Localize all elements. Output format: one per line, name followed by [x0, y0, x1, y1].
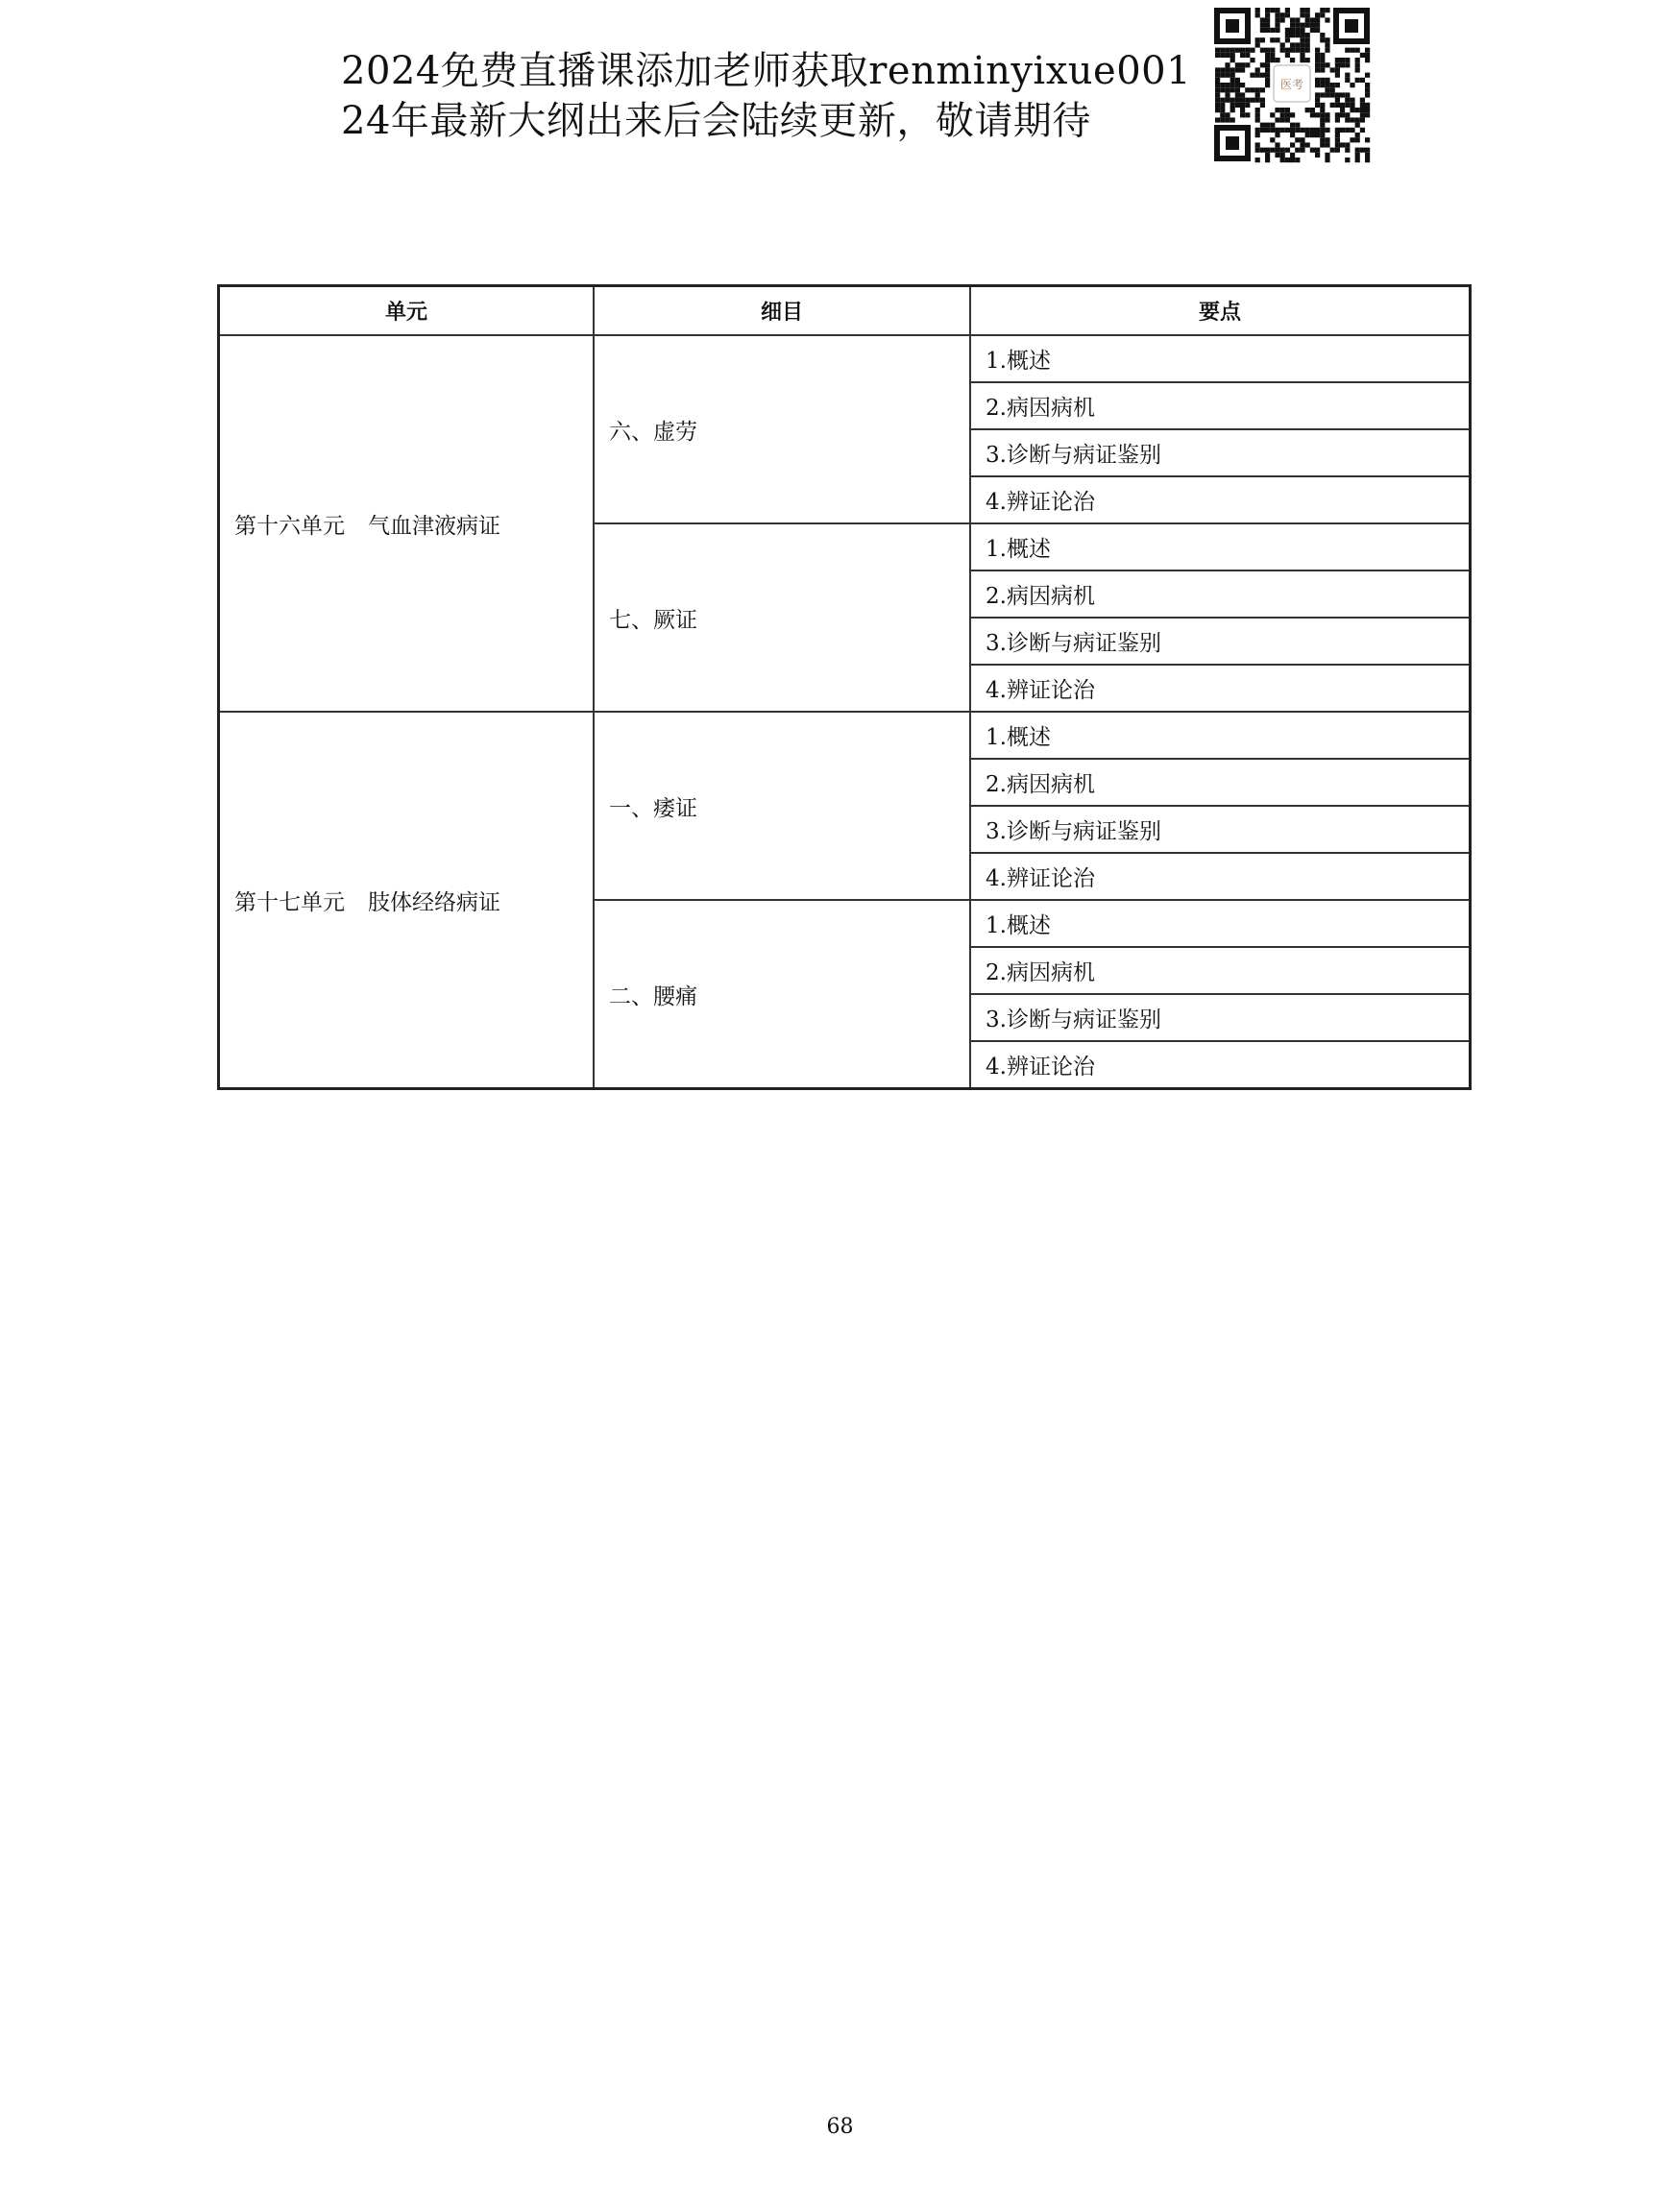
point-cell: 1.概述 — [970, 712, 1471, 759]
point-cell: 1.概述 — [970, 523, 1471, 570]
point-cell: 4.辨证论治 — [970, 665, 1471, 712]
item-cell: 二、腰痛 — [594, 900, 970, 1089]
point-cell: 1.概述 — [970, 900, 1471, 947]
point-cell: 3.诊断与病证鉴别 — [970, 429, 1471, 476]
table-row — [219, 335, 1471, 382]
item-cell: 一、痿证 — [594, 712, 970, 900]
promo-banner — [341, 46, 1205, 146]
unit-cell — [219, 335, 595, 712]
header-unit: 单元 — [219, 286, 595, 336]
point-cell: 2.病因病机 — [970, 947, 1471, 994]
unit-number: 第十六单元 — [234, 513, 345, 539]
point-cell: 4.辨证论治 — [970, 853, 1471, 900]
item-cell: 七、厥证 — [594, 523, 970, 712]
unit-cell — [219, 712, 595, 1089]
table-row — [219, 712, 1471, 759]
header-point: 要点 — [970, 286, 1471, 336]
page-number: 68 — [826, 2115, 854, 2139]
header-item: 细目 — [594, 286, 970, 336]
point-cell: 2.病因病机 — [970, 570, 1471, 618]
point-cell: 3.诊断与病证鉴别 — [970, 806, 1471, 853]
unit-name: 气血津液病证 — [368, 513, 500, 539]
promo-line-1: 2024免费直播课添加老师获取renminyixue001 — [341, 49, 1192, 93]
point-cell: 2.病因病机 — [970, 759, 1471, 806]
table-header-row — [219, 286, 1471, 336]
point-cell: 4.辨证论治 — [970, 476, 1471, 523]
item-cell: 六、虚劳 — [594, 335, 970, 523]
promo-line-2: 24年最新大纲出来后会陆续更新，敬请期待 — [341, 99, 1091, 143]
unit-number: 第十七单元 — [234, 889, 345, 915]
qr-logo-text: 医考 — [1279, 78, 1304, 91]
qr-code-image — [1212, 6, 1372, 163]
syllabus-table — [217, 284, 1472, 1090]
point-cell: 4.辨证论治 — [970, 1041, 1471, 1089]
point-cell: 2.病因病机 — [970, 382, 1471, 429]
unit-name: 肢体经络病证 — [368, 889, 500, 915]
point-cell: 1.概述 — [970, 335, 1471, 382]
point-cell: 3.诊断与病证鉴别 — [970, 618, 1471, 665]
point-cell: 3.诊断与病证鉴别 — [970, 994, 1471, 1041]
